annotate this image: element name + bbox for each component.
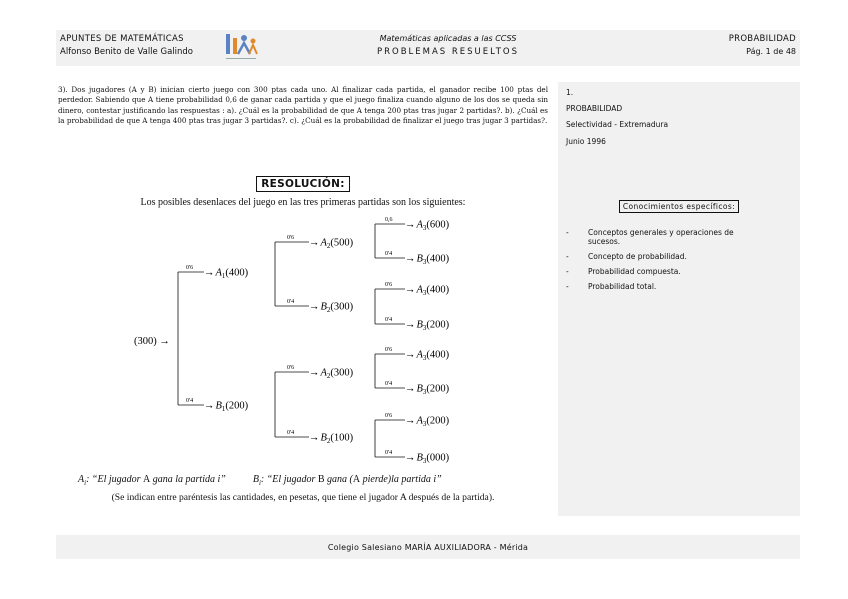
- level3-branch-probability: 0'6: [385, 282, 393, 288]
- legend-b-text-mid: gana (: [324, 474, 353, 485]
- tree-labels: [134, 217, 450, 465]
- footer-text: Colegio Salesiano MARÍA AUXILIADORA - Mérida: [327, 543, 529, 552]
- level1-branch-probability: 0'4: [186, 398, 194, 404]
- legend-a-symbol: A: [78, 474, 85, 485]
- level2-branch-probability: 0'4: [287, 430, 295, 436]
- header-title: PROBLEMAS RESUELTOS: [376, 47, 519, 57]
- legend-a: [78, 474, 442, 487]
- header-page-number: Pág. 1 de 48: [746, 47, 796, 56]
- amounts-note: (Se indican entre paréntesis las cantidades, en pesetas, que tiene el jugador A después de la partida).: [111, 492, 495, 503]
- knowledge-item-text: Conceptos generales y operaciones de sucesos.: [588, 228, 734, 246]
- level1-branch-probability: 0'6: [186, 265, 194, 271]
- level2-branch-outcome: $\to B_2(100)$: [309, 432, 354, 445]
- level3-branch-outcome: $\to B_3(200)$: [405, 383, 450, 396]
- legend-b-text-end: pierde)la partida i”: [360, 474, 442, 485]
- legend-b-paren-player: A: [352, 474, 361, 485]
- level3-branch-outcome: $\to A_3(200)$: [405, 415, 450, 428]
- legend-a-text: “El jugador: [89, 474, 144, 485]
- legend-a-colon: :: [86, 474, 90, 485]
- level2-branch-outcome: $\to A_2(500)$: [309, 237, 354, 250]
- legend-a-subscript: i: [84, 479, 87, 487]
- legend-b-symbol: B: [252, 474, 259, 485]
- resolution-heading: RESOLUCIÓN:: [256, 176, 349, 192]
- level3-branch-outcome: $\to A_3(600)$: [405, 219, 450, 232]
- header-subject: Matemáticas aplicadas a las CCSS: [379, 34, 517, 43]
- level2-branch-probability: 0'4: [287, 299, 295, 305]
- sidebar-subject: PROBABILIDAD: [566, 104, 623, 113]
- bullet-dash: -: [566, 282, 569, 291]
- tree-root: (300) →: [134, 336, 170, 347]
- level2-branch-outcome: $\to A_2(300)$: [309, 367, 354, 380]
- page-header: [56, 30, 800, 66]
- level3-branch-probability: 0'4: [385, 251, 393, 257]
- legend-a-text-end: gana la partida i”: [150, 474, 226, 485]
- knowledge-title-wrap: [558, 194, 800, 213]
- probability-tree: [120, 208, 450, 470]
- legend-b-player: B: [317, 474, 325, 485]
- problem-statement: 3). Dos jugadores (A y B) inician cierto juego con 300 ptas cada uno. Al finalizar cada partida, el ganador recibe 100 ptas del perdedor. Sabiendo que A tiene probabilidad 0,6 de ganar cada partida y que el juego finaliza cuando alguno de los dos se queda sin dinero, contestar justificando las respuestas : a). ¿Cuál es la probabilidad de que A tenga 200 ptas tras jugar 2 partidas?. b). ¿Cuál es la probabilidad de que A tenga 400 ptas tras jugar 3 partidas?. c). ¿Cuál es la probabilidad de finalizar el juego tras jugar 3 partidas?.: [58, 85, 548, 126]
- knowledge-title: Conocimientos específicos:: [619, 200, 739, 213]
- level3-branch-probability: 0'4: [385, 450, 393, 456]
- level2-branch-probability: 0'6: [287, 365, 295, 371]
- sidebar-panel: [558, 82, 800, 516]
- tree-branch-lines: [178, 224, 405, 457]
- level3-branch-probability: 0,6: [385, 217, 393, 223]
- level3-branch-probability: 0'6: [385, 347, 393, 353]
- knowledge-item: [558, 282, 768, 291]
- knowledge-list: [558, 228, 800, 297]
- bullet-dash: -: [566, 252, 569, 261]
- level1-branch-outcome: $\to A_1(400)$: [204, 267, 249, 280]
- knowledge-item-text: Probabilidad total.: [588, 282, 657, 291]
- knowledge-item: [558, 267, 768, 276]
- knowledge-item-text: Concepto de probabilidad.: [588, 252, 687, 261]
- level3-branch-probability: 0'6: [385, 413, 393, 419]
- level3-branch-probability: 0'4: [385, 381, 393, 387]
- bullet-dash: -: [566, 228, 569, 237]
- header-topic: PROBABILIDAD: [728, 34, 796, 44]
- knowledge-item: [558, 252, 768, 261]
- level3-branch-outcome: $\to B_3(000)$: [405, 452, 450, 465]
- level1-branch-outcome: $\to B_1(200)$: [204, 400, 249, 413]
- sidebar-problem-number: 1.: [566, 88, 574, 97]
- page-footer: [56, 535, 800, 559]
- level3-branch-outcome: $\to B_3(200)$: [405, 319, 450, 332]
- header-notes-title: APUNTES DE MATEMÁTICAS: [60, 34, 184, 44]
- legend-b-subscript: i: [258, 479, 261, 487]
- level3-branch-outcome: $\to A_3(400)$: [405, 349, 450, 362]
- resolution-intro: Los posibles desenlaces del juego en las tres primeras partidas son los siguientes:: [140, 197, 466, 208]
- legend-a-player: A: [143, 474, 151, 485]
- sidebar-date: Junio 1996: [566, 137, 606, 146]
- sidebar-source: Selectividad - Extremadura: [566, 120, 669, 129]
- level3-branch-outcome: $\to A_3(400)$: [405, 284, 450, 297]
- knowledge-item: [558, 228, 768, 246]
- header-author: Alfonso Benito de Valle Galindo: [60, 47, 193, 57]
- level3-branch-probability: 0'4: [385, 317, 393, 323]
- legend-b-text: “El jugador: [264, 474, 318, 485]
- knowledge-item-text: Probabilidad compuesta.: [588, 267, 681, 276]
- level2-branch-outcome: $\to B_2(300)$: [309, 301, 354, 314]
- resolution-heading-wrap: [58, 172, 548, 192]
- bullet-dash: -: [566, 267, 569, 276]
- legend-b-colon: :: [260, 474, 265, 485]
- level3-branch-outcome: $\to B_3(400)$: [405, 253, 450, 266]
- level2-branch-probability: 0'6: [287, 235, 295, 241]
